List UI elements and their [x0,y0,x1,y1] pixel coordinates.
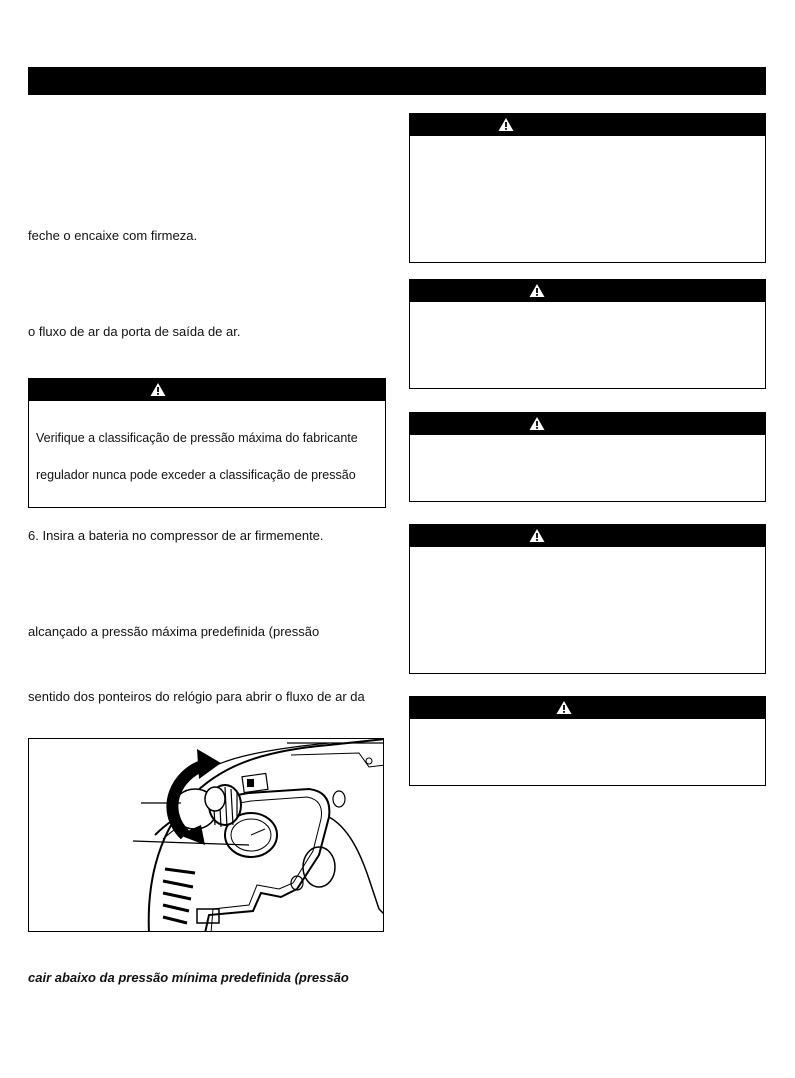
warning-box-right-2 [409,279,766,389]
warning-box-right-5 [409,696,766,786]
warning-text-line-1: Verifique a classificação de pressão máxima do fabricante [36,431,358,445]
warning-header [410,413,765,435]
warning-header [29,379,385,401]
warning-text-line-2: regulador nunca pode exceder a classificação de pressão [36,468,356,482]
warning-box-right-3 [409,412,766,502]
warning-box-left [28,378,386,508]
warning-triangle-icon [150,382,166,397]
warning-triangle-icon [529,283,545,298]
text-line-clockwise: sentido dos ponteiros do relógio para abrir o fluxo de ar da [28,689,365,704]
compressor-drawing [29,739,384,932]
warning-box-right-4 [409,524,766,674]
warning-header [410,280,765,302]
warning-box-right-1 [409,113,766,263]
warning-triangle-icon [556,700,572,715]
section-title-bar [28,67,766,95]
text-line-min-pressure: cair abaixo da pressão mínima predefinida (pressão [28,970,349,985]
warning-triangle-icon [529,416,545,431]
warning-header [410,697,765,719]
text-line-fitting: feche o encaixe com firmeza. [28,228,198,243]
step-6-text: 6. Insira a bateria no compressor de ar firmemente. [28,528,324,543]
warning-header [410,525,765,547]
text-line-max-pressure: alcançado a pressão máxima predefinida (pressão [28,624,320,639]
text-line-airflow: o fluxo de ar da porta de saída de ar. [28,324,241,339]
warning-header [410,114,765,136]
warning-triangle-icon [529,528,545,543]
warning-triangle-icon [498,117,514,132]
compressor-illustration [28,738,384,932]
